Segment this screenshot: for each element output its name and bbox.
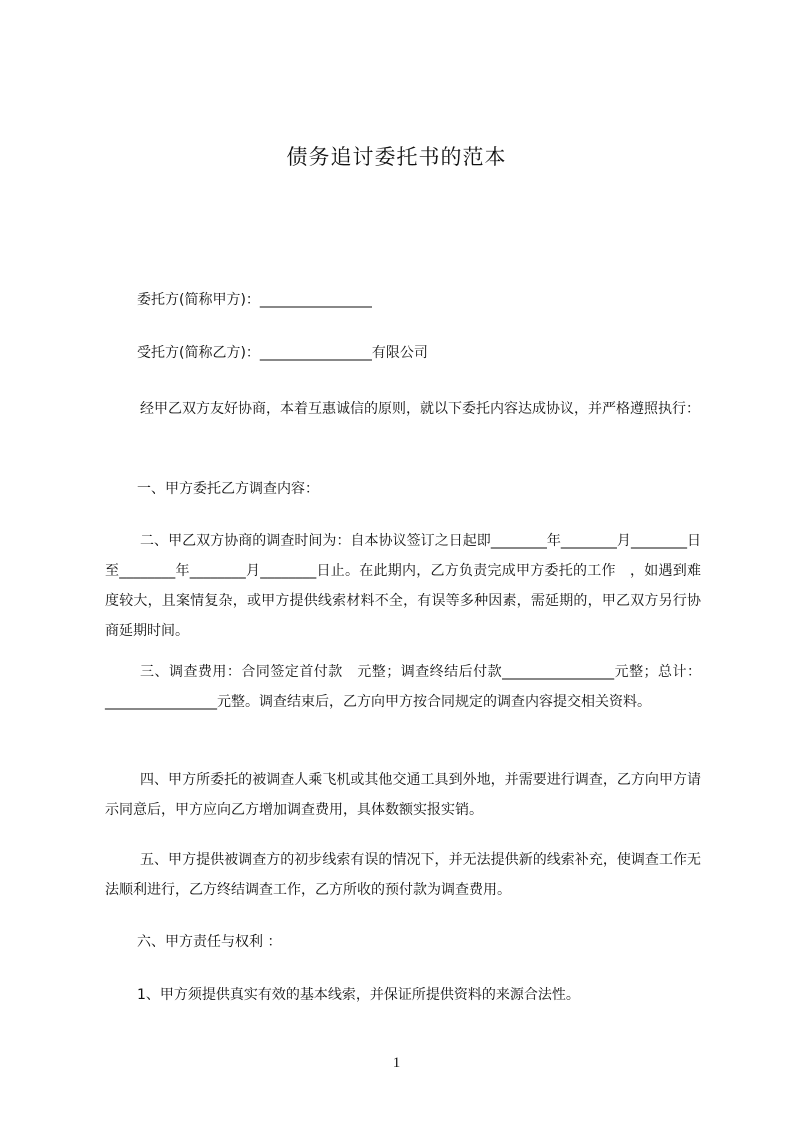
agent-line: 受托方(简称乙方)：________________有限公司 [137, 345, 428, 361]
section-2-paragraph: 二、甲乙双方协商的调查时间为：自本协议签订之日起即________年________月________日至________年________月________日止。在此期内，乙方负责完成甲方委托的工作 ，如遇到难度较大，且案情复杂，或甲方提供线索材料不全，有误等多种因素，需延期的，甲乙双方另行协商延期时间。 [105, 533, 701, 639]
section-6-heading: 六、甲方责任与权利 ： [137, 934, 282, 950]
section-3-paragraph: 三、调查费用：合同签定首付款 元整；调查终结后付款________________元整；总计：________________元整。调查结束后，乙方向甲方按合同规定的调查内容提交相关资料。 [105, 664, 701, 710]
document-title: 债务追讨委托书的范本 [286, 145, 507, 169]
section-5-paragraph: 五、甲方提供被调查方的初步线索有误的情况下，并无法提供新的线索补充，使调查工作无法顺利进行，乙方终结调查工作，乙方所收的预付款为调查费用。 [105, 852, 701, 898]
item-1-paragraph: 1、甲方须提供真实有效的基本线索，并保证所提供资料的来源合法性。 [137, 987, 580, 1003]
section-4-paragraph: 四、甲方所委托的被调查人乘飞机或其他交通工具到外地，并需要进行调查，乙方向甲方请示同意后，甲方应向乙方增加调查费用，具体数额实报实销。 [105, 772, 701, 818]
intro-paragraph: 经甲乙双方友好协商，本着互惠诚信的原则，就以下委托内容达成协议，并严格遵照执行： [140, 401, 700, 417]
section-1-heading: 一、甲方委托乙方调查内容： [137, 481, 319, 497]
page-number: 1 [392, 1055, 401, 1071]
client-line: 委托方(简称甲方)：________________ [137, 292, 372, 308]
